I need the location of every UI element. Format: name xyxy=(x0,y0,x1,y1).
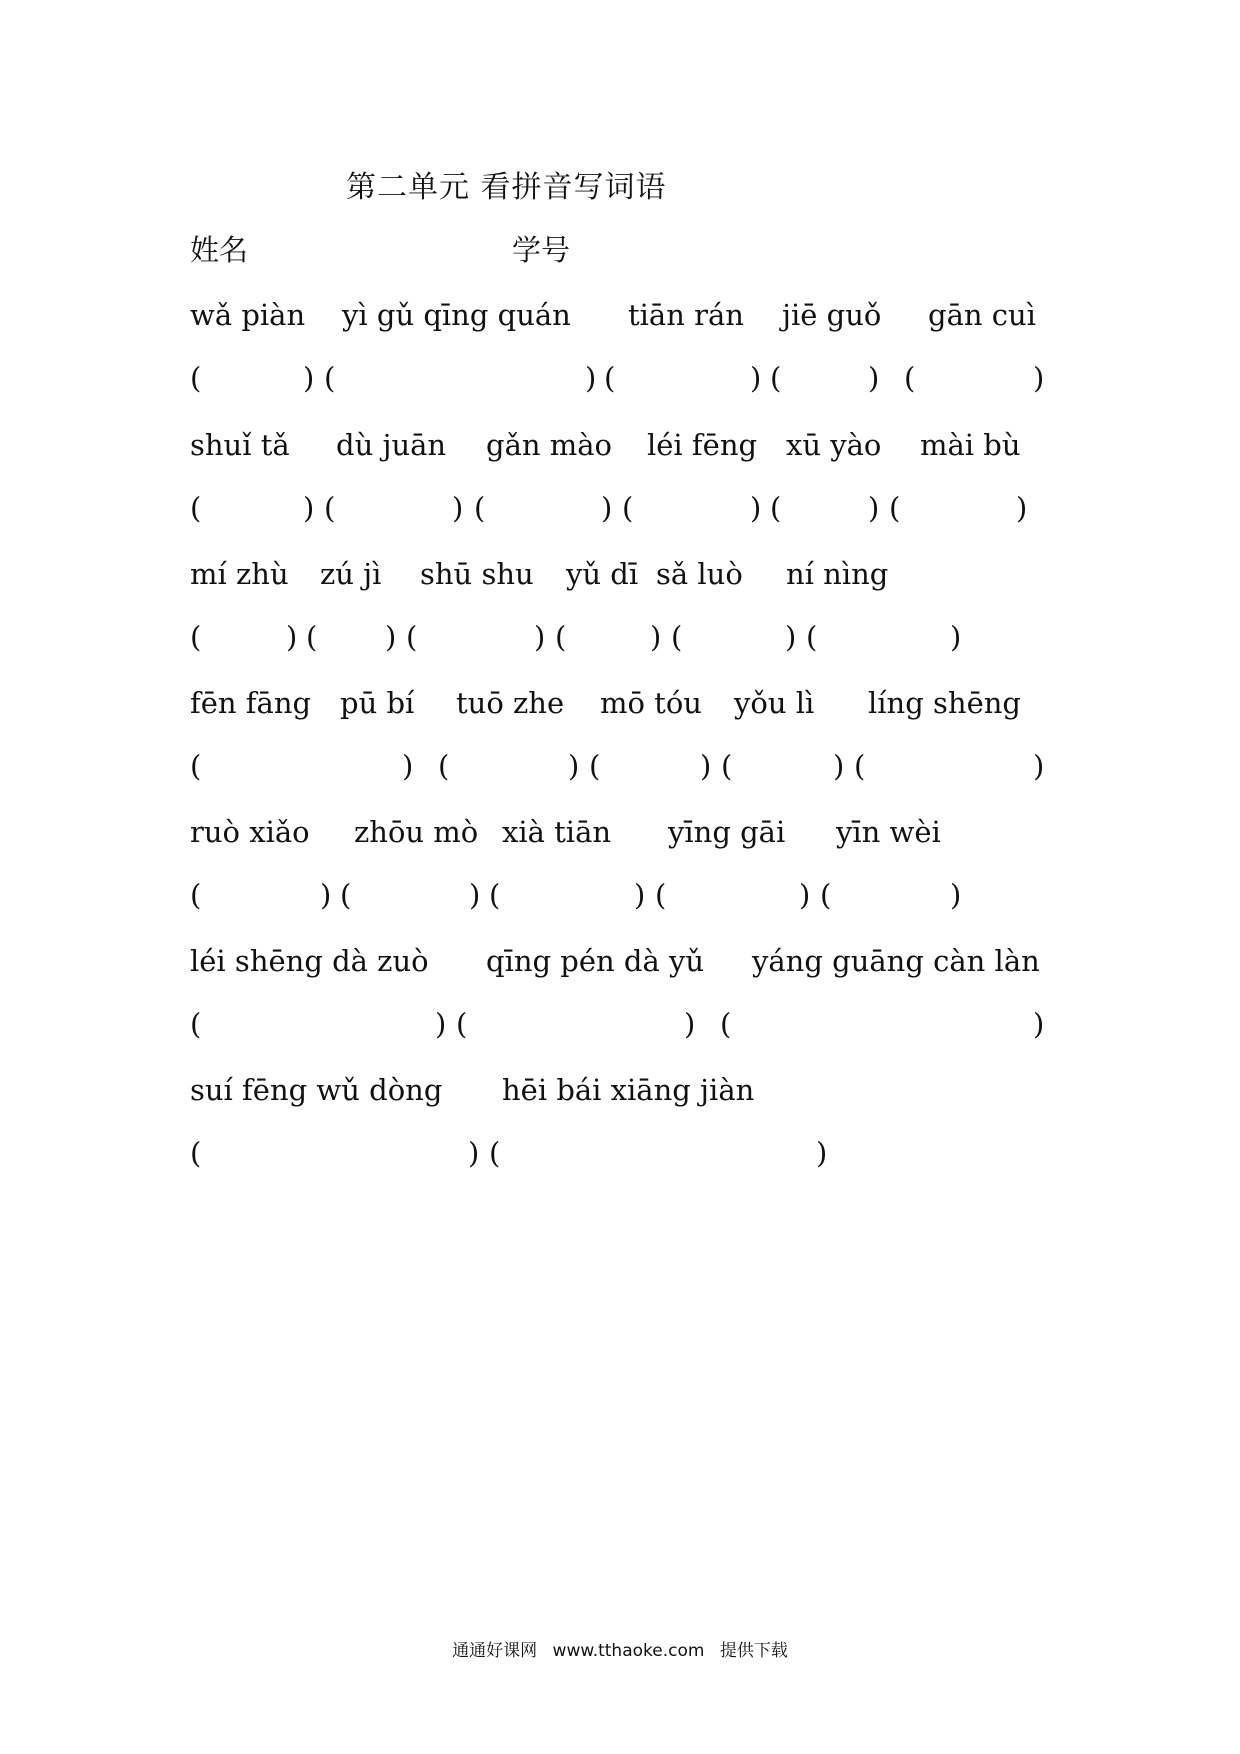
close-paren: ) xyxy=(799,878,811,912)
open-paren: ( xyxy=(770,361,782,395)
student-id-label: 学号 xyxy=(512,233,571,267)
open-paren: ( xyxy=(190,878,202,912)
pinyin-word: gǎn mào xyxy=(486,428,612,462)
open-paren: ( xyxy=(806,620,818,654)
pinyin-word: ruò xiǎo xyxy=(190,815,310,849)
answer-row-4 xyxy=(0,749,1240,789)
pinyin-word: fēn fāng xyxy=(190,686,312,720)
footer-url[interactable]: www.tthaoke.com xyxy=(552,1641,705,1661)
pinyin-word: zú jì xyxy=(320,557,382,591)
pinyin-word: ní nìng xyxy=(786,557,889,591)
open-paren: ( xyxy=(770,491,782,525)
pinyin-word: gān cuì xyxy=(928,298,1036,332)
answer-row-7 xyxy=(0,1136,1240,1176)
open-paren: ( xyxy=(820,878,832,912)
open-paren: ( xyxy=(589,749,601,783)
pinyin-word: yì gǔ qīng quán xyxy=(342,298,571,332)
pinyin-word: yīng gāi xyxy=(668,815,786,849)
open-paren: ( xyxy=(190,749,202,783)
pinyin-word: qīng pén dà yǔ xyxy=(486,944,705,978)
close-paren: ) xyxy=(435,1007,447,1041)
close-paren: ) xyxy=(568,749,580,783)
open-paren: ( xyxy=(474,491,486,525)
close-paren: ) xyxy=(650,620,662,654)
pinyin-word: shū shu xyxy=(420,557,534,591)
open-paren: ( xyxy=(456,1007,468,1041)
pinyin-word: suí fēng wǔ dòng xyxy=(190,1073,443,1107)
answer-row-2 xyxy=(0,491,1240,531)
close-paren: ) xyxy=(303,361,315,395)
open-paren: ( xyxy=(655,878,667,912)
open-paren: ( xyxy=(306,620,318,654)
pinyin-word: dù juān xyxy=(336,428,447,462)
pinyin-word: léi shēng dà zuò xyxy=(190,944,429,978)
open-paren: ( xyxy=(324,361,336,395)
pinyin-word: léi fēng xyxy=(647,428,758,462)
open-paren: ( xyxy=(438,749,450,783)
open-paren: ( xyxy=(721,749,733,783)
open-paren: ( xyxy=(489,1136,501,1170)
close-paren: ) xyxy=(286,620,298,654)
close-paren: ) xyxy=(750,361,762,395)
close-paren: ) xyxy=(750,491,762,525)
open-paren: ( xyxy=(190,361,202,395)
close-paren: ) xyxy=(816,1136,828,1170)
open-paren: ( xyxy=(190,1007,202,1041)
pinyin-word: yáng guāng càn làn xyxy=(752,944,1040,978)
close-paren: ) xyxy=(402,749,414,783)
close-paren: ) xyxy=(303,491,315,525)
open-paren: ( xyxy=(889,491,901,525)
close-paren: ) xyxy=(700,749,712,783)
pinyin-word: tiān rán xyxy=(628,298,744,332)
pinyin-word: yīn wèi xyxy=(836,815,941,849)
open-paren: ( xyxy=(622,491,634,525)
footer-site-name: 通通好课网 xyxy=(452,1641,538,1661)
open-paren: ( xyxy=(190,1136,202,1170)
close-paren: ) xyxy=(1016,491,1028,525)
pinyin-word: xià tiān xyxy=(502,815,612,849)
pinyin-word: wǎ piàn xyxy=(190,298,306,332)
pinyin-word: hēi bái xiāng jiàn xyxy=(502,1073,755,1107)
close-paren: ) xyxy=(452,491,464,525)
close-paren: ) xyxy=(833,749,845,783)
answer-row-3 xyxy=(0,620,1240,660)
name-label: 姓名 xyxy=(190,233,249,267)
pinyin-word: shuǐ tǎ xyxy=(190,428,290,462)
open-paren: ( xyxy=(406,620,418,654)
open-paren: ( xyxy=(340,878,352,912)
pinyin-word: mí zhù xyxy=(190,557,289,591)
footer-note: 提供下载 xyxy=(719,1641,788,1661)
close-paren: ) xyxy=(950,620,962,654)
close-paren: ) xyxy=(385,620,397,654)
pinyin-word: sǎ luò xyxy=(656,557,743,591)
page-footer xyxy=(0,1636,1240,1661)
pinyin-word: mài bù xyxy=(920,428,1021,462)
answer-row-5 xyxy=(0,878,1240,918)
close-paren: ) xyxy=(1033,749,1045,783)
pinyin-word: xū yào xyxy=(786,428,882,462)
close-paren: ) xyxy=(585,361,597,395)
pinyin-word: yǔ dī xyxy=(566,557,639,591)
close-paren: ) xyxy=(1033,1007,1045,1041)
close-paren: ) xyxy=(320,878,332,912)
open-paren: ( xyxy=(720,1007,732,1041)
close-paren: ) xyxy=(469,878,481,912)
close-paren: ) xyxy=(684,1007,696,1041)
pinyin-word: zhōu mò xyxy=(354,815,479,849)
close-paren: ) xyxy=(950,878,962,912)
close-paren: ) xyxy=(601,491,613,525)
close-paren: ) xyxy=(534,620,546,654)
open-paren: ( xyxy=(190,620,202,654)
pinyin-word: líng shēng xyxy=(868,686,1021,720)
open-paren: ( xyxy=(324,491,336,525)
answer-row-1 xyxy=(0,361,1240,401)
open-paren: ( xyxy=(904,361,916,395)
close-paren: ) xyxy=(785,620,797,654)
close-paren: ) xyxy=(868,491,880,525)
close-paren: ) xyxy=(634,878,646,912)
pinyin-word: mō tóu xyxy=(600,686,702,720)
open-paren: ( xyxy=(489,878,501,912)
open-paren: ( xyxy=(854,749,866,783)
answer-row-6 xyxy=(0,1007,1240,1047)
open-paren: ( xyxy=(671,620,683,654)
open-paren: ( xyxy=(190,491,202,525)
open-paren: ( xyxy=(604,361,616,395)
pinyin-word: jiē guǒ xyxy=(782,298,882,332)
pinyin-word: tuō zhe xyxy=(456,686,565,720)
close-paren: ) xyxy=(468,1136,480,1170)
close-paren: ) xyxy=(1033,361,1045,395)
page-title: 第二单元 看拼音写词语 xyxy=(346,170,667,205)
close-paren: ) xyxy=(868,361,880,395)
pinyin-word: yǒu lì xyxy=(734,686,815,720)
pinyin-word: pū bí xyxy=(340,686,415,720)
open-paren: ( xyxy=(555,620,567,654)
